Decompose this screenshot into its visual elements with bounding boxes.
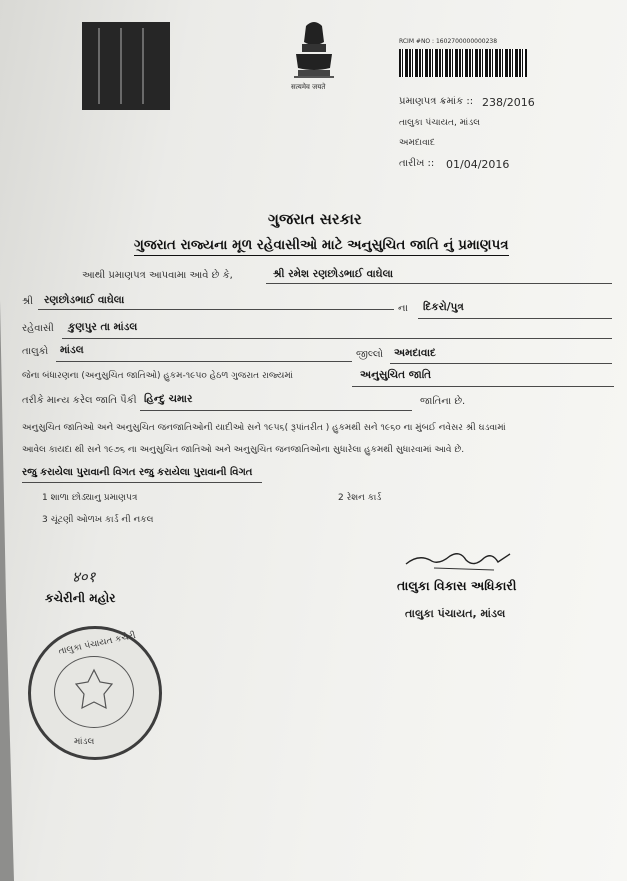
resident-label: રહેવાસી — [22, 323, 54, 334]
resident-line — [62, 338, 612, 339]
relation-value: દિકરો/પુત્ર — [423, 301, 464, 313]
seal-text-bottom: માંડલ — [74, 737, 95, 747]
intro-text: આથી પ્રમાણપત્ર આપવામા આવે છે કે, — [82, 270, 233, 281]
officer-signature — [404, 546, 514, 576]
district-line — [390, 363, 612, 364]
barcode — [399, 49, 527, 77]
district-label: જીલ્લો — [356, 349, 384, 360]
officer-title: તાલુકા વિકાસ અધિકારી — [397, 578, 517, 593]
law-paragraph-line1: અનુસુચિત જાતિઓ અને અનુસુચિત જનજાતિઓની યાદીઓ સને ૧૯૫૬( રૂપાંતરીત ) હુકમથી સને ૧૯૬૦ ના મુંબઈ નવેસર શ્રી ઘડવામાં — [22, 423, 506, 433]
cert-no-label: પ્રમાણપત્ર ક્રમાંક :: — [399, 96, 474, 107]
na-label: ના — [398, 303, 408, 314]
government-title: ગુજરાત સરકાર — [268, 210, 362, 228]
father-name: રણછોડભાઈ વાઘેલા — [44, 294, 125, 306]
order-text: જેના બંધારણના (અનુસુચિત જાતિઓ) હુકમ-૧૯૫૦ હેઠળ ગુજરાત રાજ્યમાં — [22, 371, 293, 381]
documents-heading-underline — [22, 482, 262, 483]
seal-emblem-icon — [70, 666, 118, 716]
certificate-title: ગુજરાત રાજ્યના મૂળ રહેવાસીઓ માટે અનુસુચિત જાતિ નું પ્રમાણપત્ર — [134, 237, 509, 256]
recognized-text: તરીકે માન્ય કરેલ જાતિ પૈકી — [22, 395, 137, 406]
document-item: 2 રેશન કાર્ડ — [338, 493, 382, 503]
applicant-photo — [82, 22, 170, 110]
document-item: 1 શાળા છોડ્યાનુ પ્રમાણપત્ર — [42, 493, 138, 503]
office-line1: તાલુકા પંચાયત, માંડલ — [399, 118, 481, 128]
category-line — [352, 386, 614, 387]
taluka-value: માંડલ — [60, 344, 84, 356]
caste-value: હિન્દુ ચમાર — [144, 393, 193, 405]
date-label: તારીખ :: — [399, 158, 435, 169]
caste-suffix: જાતિના છે. — [420, 396, 466, 407]
handwritten-number: ४०१ — [72, 568, 96, 586]
issue-date: 01/04/2016 — [446, 158, 510, 171]
category-value: અનુસુચિત જાતિ — [360, 369, 432, 381]
office-line2: અમદાવાદ — [399, 138, 435, 148]
shri-label: શ્રી — [22, 296, 34, 307]
district-value: અમદાવાદ — [394, 347, 436, 359]
officer-office: તાલુકા પંચાયત, માંડલ — [405, 607, 506, 620]
applicant-name: શ્રી રમેશ રણછોડભાઈ વાઘેલા — [273, 268, 394, 280]
document-item: 3 ચૂંટણી ઓળખ કાર્ડ ની નકલ — [42, 515, 154, 525]
seal-text-top: તાલુકા પંચાયત કચેરી — [57, 630, 137, 658]
father-name-line — [38, 309, 394, 310]
documents-heading: રજુ કરાયેલા પુરાવાની વિગત રજુ કરાયેલા પુરાવાની વિગત — [22, 467, 253, 478]
cert-no: 238/2016 — [482, 96, 535, 109]
taluka-line — [56, 361, 352, 362]
resident-value: કુણપુર તા માંડલ — [68, 321, 138, 333]
applicant-name-line — [266, 283, 612, 284]
emblem-caption: सत्यमेव जयते — [291, 83, 326, 91]
barcode-label: RCIM #NO : 1602700000000238 — [399, 38, 498, 45]
office-seal-label: કચેરીની મહોર — [45, 591, 116, 605]
caste-line — [140, 410, 412, 411]
relation-line — [418, 318, 612, 319]
taluka-label: તાલુકો — [22, 346, 49, 357]
law-paragraph-line2: આવેલ કાયદા થી સને ૧૯૭૬ ના અનુસુચિત જાતિઓ અને અનુસુચિત જનજાતિઓના સુધારેલા હુકમથી સુધારવામાં આવે છે. — [22, 445, 465, 455]
